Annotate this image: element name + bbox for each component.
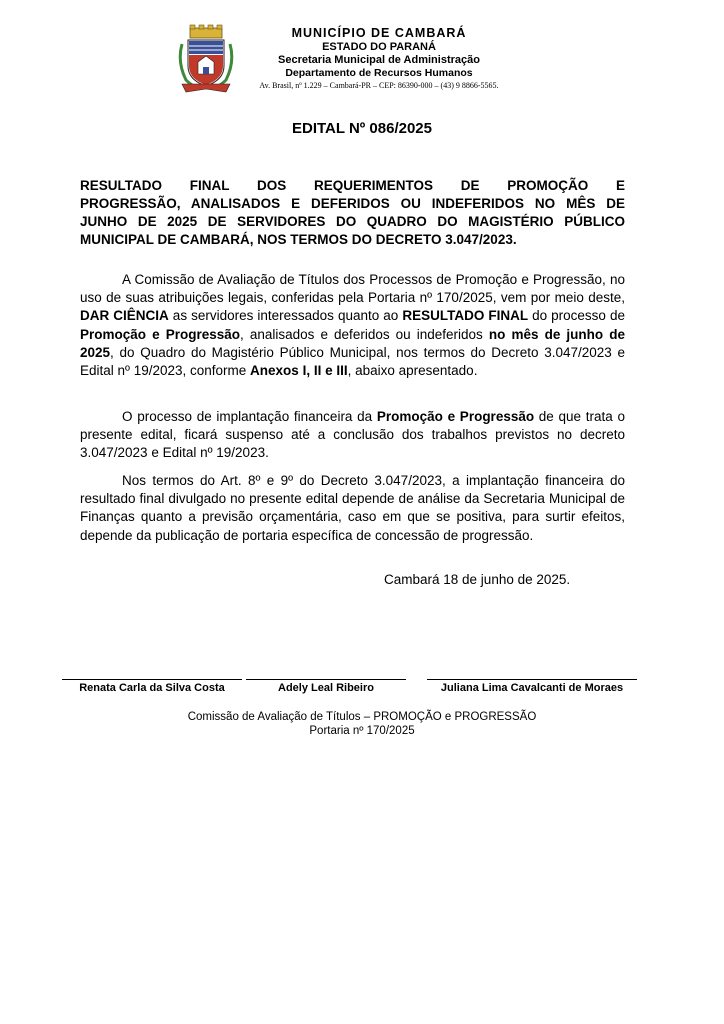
department-name: Departamento de Recursos Humanos [285,67,473,79]
text-run: O processo de implantação financeira da [122,409,377,424]
municipal-coat-of-arms-icon [176,24,236,94]
signature-renata: Renata Carla da Silva Costa [62,679,242,694]
text-run: , do Quadro do Magistério Público Municipal, nos termos do Decreto 3.047/2023 e Edital nº 19/2023, conforme [80,344,625,379]
text-run: do processo de [528,308,625,324]
text-run: , abaixo apresentado. [347,363,478,379]
text-run: as servidores interessados quanto ao [168,308,403,324]
bold-run: Anexos I, II e III [250,363,348,379]
commission-footer [0,710,724,738]
text-run: de que trata o presente edital, ficará suspenso até a conclusão dos trabalhos previstos no decreto 3.047/2023 e Edital nº 19/2023. [80,409,625,461]
paragraph-text: Nos termos do Art. 8º e 9º do Decreto 3.047/2023, a implantação financeira do resultado final divulgado no presente edital depende de análise da Secretaria Municipal de Finanças quanto a previsão orçamentária, caso em que se positiva, para surtir efeitos, depende da publicação de portaria específica de concessão de progressão. [80,473,625,543]
edital-title: EDITAL Nº 086/2025 [292,120,432,137]
commission-name: Comissão de Avaliação de Títulos – PROMOÇÃO e PROGRESSÃO [187,711,537,723]
signature-juliana: Juliana Lima Cavalcanti de Moraes [427,679,637,694]
subject-line: RESULTADO FINAL DOS REQUERIMENTOS DE PROMOÇÃO E [80,178,625,193]
edital-subject [80,177,625,249]
subject-line: MUNICIPAL DE CAMBARÁ, NOS TERMOS DO DECRETO 3.047/2023. [80,232,517,247]
commission-ordinance: Portaria nº 170/2025 [309,725,415,737]
bold-run: Promoção e Progressão [376,409,535,424]
state-name: ESTADO DO PARANÁ [322,41,436,53]
document-date: Cambará 18 de junho de 2025. [384,572,571,587]
bold-run: DAR CIÊNCIA [80,308,169,324]
bold-run: RESULTADO FINAL [402,308,529,324]
text-run: , analisados e deferidos ou indeferidos [239,326,489,342]
municipality-name: MUNICÍPIO DE CAMBARÁ [291,26,467,40]
address-line: Av. Brasil, nº 1.229 – Cambará-PR – CEP: 86390-000 – (43) 9 8866-5565. [259,81,499,90]
bold-run: no mês de junho de 2025 [80,326,626,360]
signature-adely: Adely Leal Ribeiro [246,679,406,694]
subject-line: JUNHO DE 2025 DE SERVIDORES DO QUADRO DO MAGISTÉRIO PÚBLICO [80,214,625,229]
text-run: A Comissão de Avaliação de Títulos dos Processos de Promoção e Progressão, no uso de suas atribuições legais, conferidas pela Portaria nº 170/2025, vem por meio deste, [80,272,625,306]
paragraph-budget-terms [80,472,625,545]
paragraph-financial-suspension [80,408,625,463]
secretariat-name: Secretaria Municipal de Administração [278,54,480,66]
subject-line: PROGRESSÃO, ANALISADOS E DEFERIDOS OU INDEFERIDOS NO MÊS DE [80,196,625,211]
paragraph-result-notice [80,271,625,380]
letterhead [244,26,514,92]
bold-run: Promoção e Progressão [80,326,240,342]
